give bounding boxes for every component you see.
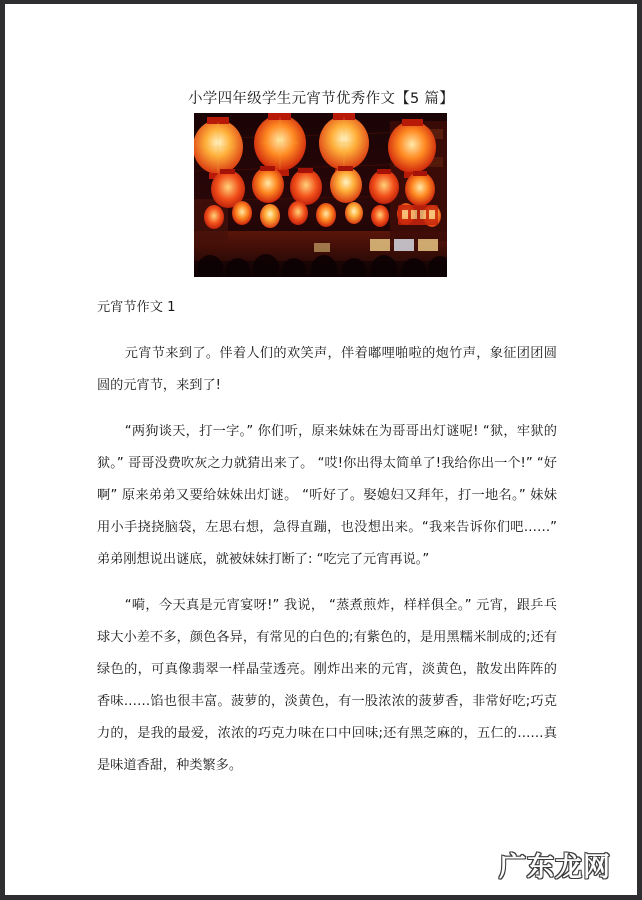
red-lanterns-photo <box>194 113 447 277</box>
paragraph: “嗬，今天真是元宵宴呀!” 我说， “蒸煮煎炸，样样俱全。” 元宵，跟乒乓球大小差不多，颜色各异，有常见的白色的;有紫色的，是用黑糯米制成的;还有绿色的，可真像翡翠一样晶莹透亮。刚炸出来的元宵，淡黄色，散发出阵阵的香味……馅也很丰富。菠萝的，淡黄色，有一股浓浓的菠萝香，非常好吃;巧克力的，是我的最爱，浓浓的巧克力味在口中回味;还有黑芝麻的，五仁的……真是味道香甜，种类繁多。 <box>97 598 557 773</box>
paragraph: 元宵节来到了。伴着人们的欢笑声，伴着嘟哩啪啦的炮竹声，象征团团圆圆的元宵节，来到了! <box>97 346 557 393</box>
section-heading: 元宵节作文 1 <box>97 300 176 315</box>
document-page <box>5 4 637 895</box>
document-body <box>97 292 557 796</box>
site-watermark: 广东龙网 <box>499 852 611 883</box>
page-title: 小学四年级学生元宵节优秀作文【5 篇】 <box>187 91 455 107</box>
lantern-photo-figure <box>194 113 447 277</box>
paragraph: “两狗谈天，打一字。” 你们听，原来妹妹在为哥哥出灯谜呢! “狱，牢狱的狱。” 哥哥没费吹灰之力就猜出来了。 “哎!你出得太简单了!我给你出一个!” “好啊” 原来弟弟又要给妹妹出灯谜。 “听好了。娶媳妇又拜年，打一地名。” 妹妹用小手挠挠脑袋，左思右想，急得直蹦，也没想出来。“我来告诉你们吧……” 弟弟刚想说出谜底，就被妹妹打断了: “吃完了元宵再说。” <box>97 424 557 567</box>
